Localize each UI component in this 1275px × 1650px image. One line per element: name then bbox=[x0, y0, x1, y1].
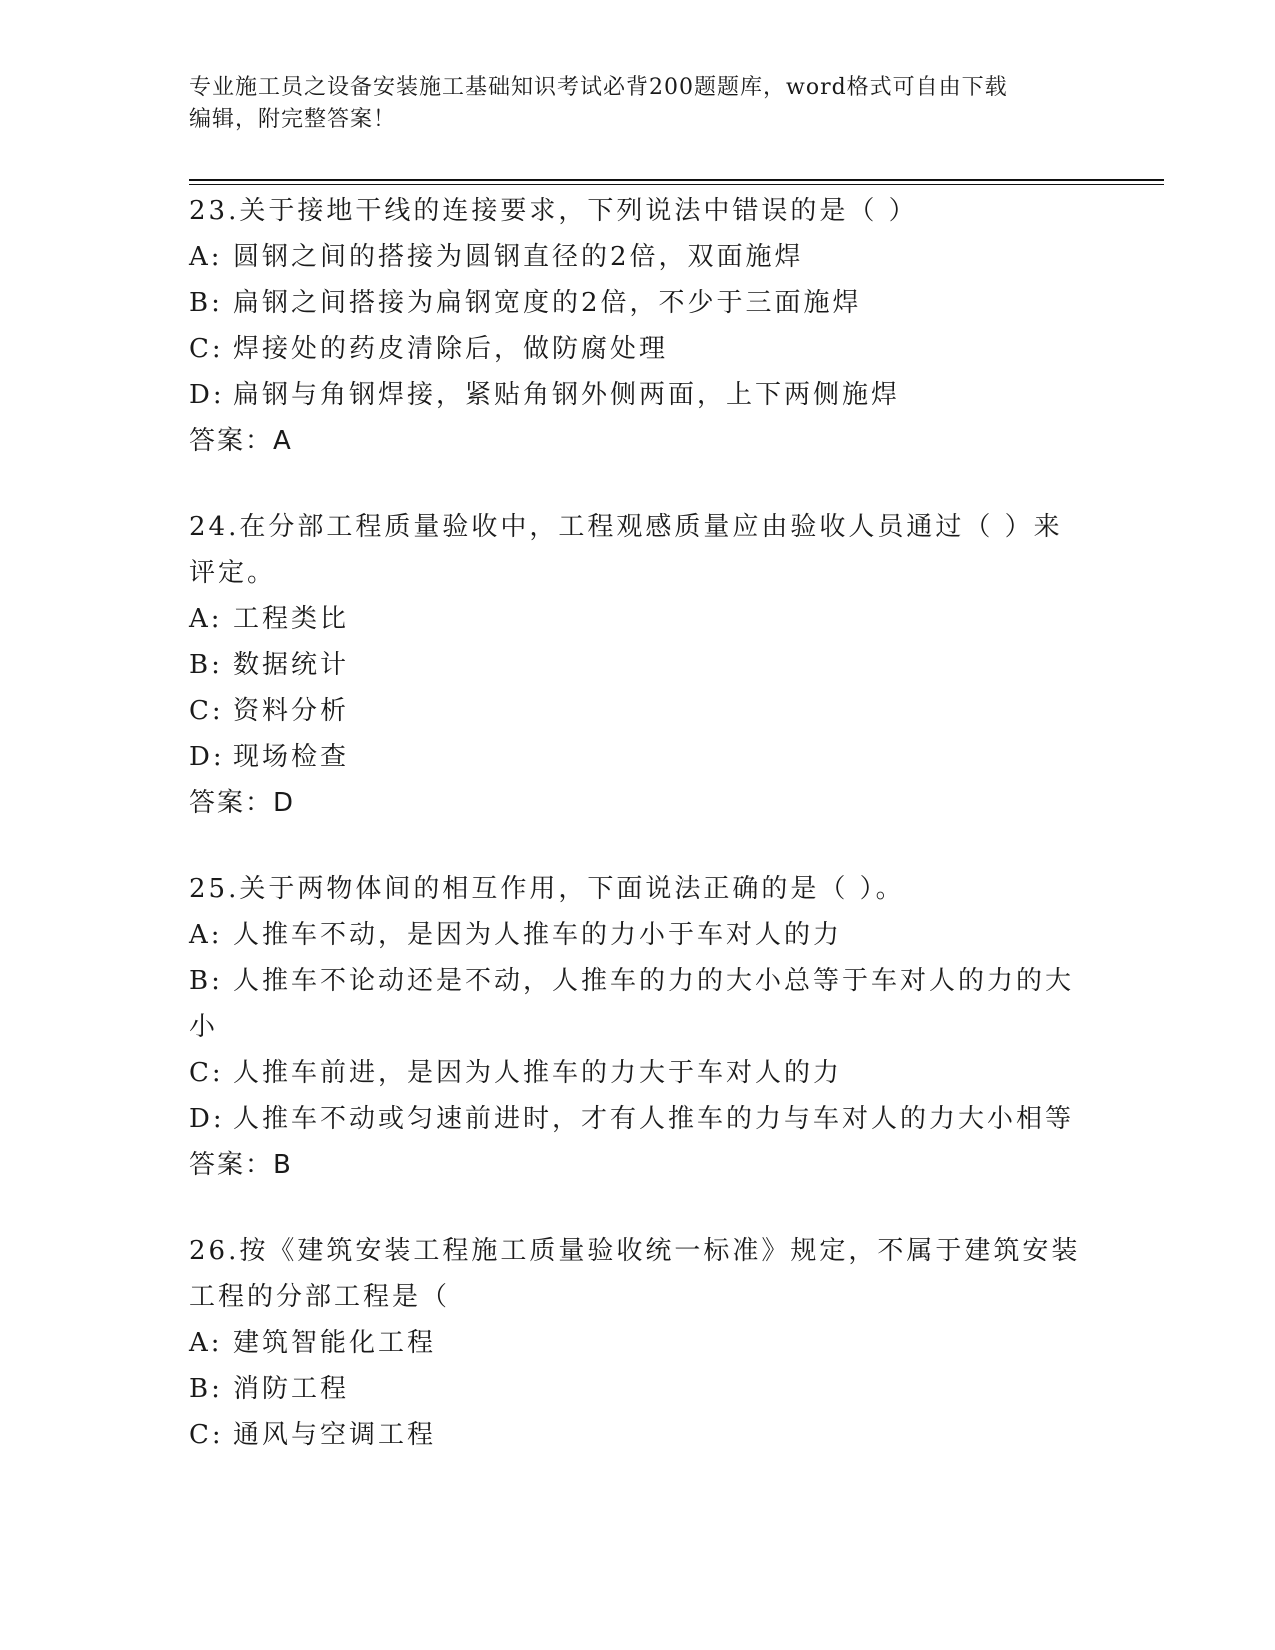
option-c bbox=[189, 326, 1089, 372]
option-letter: A: bbox=[189, 920, 223, 950]
option-letter: B: bbox=[189, 966, 223, 996]
option-letter: C: bbox=[189, 696, 224, 726]
option-a bbox=[189, 912, 1089, 958]
option-text: 资料分析 bbox=[233, 696, 350, 726]
option-letter: C: bbox=[189, 1058, 224, 1088]
question-stem: 23.关于接地干线的连接要求，下列说法中错误的是（ ） bbox=[189, 196, 918, 226]
header-divider-thick bbox=[189, 179, 1164, 181]
question-25 bbox=[189, 866, 1089, 1188]
option-letter: C: bbox=[189, 1420, 224, 1450]
option-letter: B: bbox=[189, 1374, 223, 1404]
option-letter: D: bbox=[189, 380, 225, 410]
option-letter: A: bbox=[189, 604, 223, 634]
option-text: 人推车不动或匀速前进时，才有人推车的力与车对人的力大小相等 bbox=[233, 1104, 1075, 1134]
option-text: 人推车前进，是因为人推车的力大于车对人的力 bbox=[233, 1058, 843, 1088]
option-b bbox=[189, 1366, 1089, 1412]
answer-line: 答案：B bbox=[189, 1150, 293, 1180]
answer-line: 答案：A bbox=[189, 426, 293, 456]
option-text: 焊接处的药皮清除后，做防腐处理 bbox=[233, 334, 669, 364]
question-stem: 26.按《建筑安装工程施工质量验收统一标准》规定，不属于建筑安装工程的分部工程是（ bbox=[189, 1236, 1081, 1312]
option-letter: A: bbox=[189, 242, 223, 272]
option-c bbox=[189, 1050, 1089, 1096]
option-letter: B: bbox=[189, 650, 223, 680]
option-text: 建筑智能化工程 bbox=[233, 1328, 437, 1358]
option-d bbox=[189, 734, 1089, 780]
option-a bbox=[189, 596, 1089, 642]
option-d bbox=[189, 372, 1089, 418]
question-23 bbox=[189, 188, 1089, 464]
option-text: 扁钢之间搭接为扁钢宽度的2倍，不少于三面施焊 bbox=[233, 288, 862, 318]
option-a bbox=[189, 234, 1089, 280]
option-text: 数据统计 bbox=[233, 650, 350, 680]
option-text: 人推车不动，是因为人推车的力小于车对人的力 bbox=[233, 920, 843, 950]
header-title-line-2: 编辑，附完整答案！ bbox=[189, 107, 397, 132]
question-26 bbox=[189, 1228, 1089, 1458]
option-letter: A: bbox=[189, 1328, 223, 1358]
option-a bbox=[189, 1320, 1089, 1366]
option-b bbox=[189, 280, 1089, 326]
option-letter: D: bbox=[189, 742, 225, 772]
option-text: 工程类比 bbox=[233, 604, 350, 634]
option-text: 人推车不论动还是不动，人推车的力的大小总等于车对人的力的大小 bbox=[189, 966, 1075, 1042]
header-divider-thin bbox=[189, 184, 1164, 185]
option-text: 现场检查 bbox=[233, 742, 350, 772]
option-d bbox=[189, 1096, 1089, 1142]
question-stem: 24.在分部工程质量验收中，工程观感质量应由验收人员通过（ ）来评定。 bbox=[189, 512, 1063, 588]
option-b bbox=[189, 958, 1089, 1050]
option-letter: C: bbox=[189, 334, 224, 364]
answer-line: 答案：D bbox=[189, 788, 296, 818]
question-24 bbox=[189, 504, 1089, 826]
document-header bbox=[189, 72, 1089, 136]
option-text: 扁钢与角钢焊接，紧贴角钢外侧两面，上下两侧施焊 bbox=[233, 380, 901, 410]
option-c bbox=[189, 1412, 1089, 1458]
header-title-line-1: 专业施工员之设备安装施工基础知识考试必背200题题库，word格式可自由下载 bbox=[189, 75, 1008, 100]
option-text: 通风与空调工程 bbox=[233, 1420, 437, 1450]
option-c bbox=[189, 688, 1089, 734]
question-stem: 25.关于两物体间的相互作用，下面说法正确的是（ ）。 bbox=[189, 874, 905, 904]
option-text: 消防工程 bbox=[233, 1374, 350, 1404]
option-letter: D: bbox=[189, 1104, 225, 1134]
option-letter: B: bbox=[189, 288, 223, 318]
option-text: 圆钢之间的搭接为圆钢直径的2倍，双面施焊 bbox=[233, 242, 804, 272]
question-list bbox=[189, 188, 1089, 1498]
option-b bbox=[189, 642, 1089, 688]
